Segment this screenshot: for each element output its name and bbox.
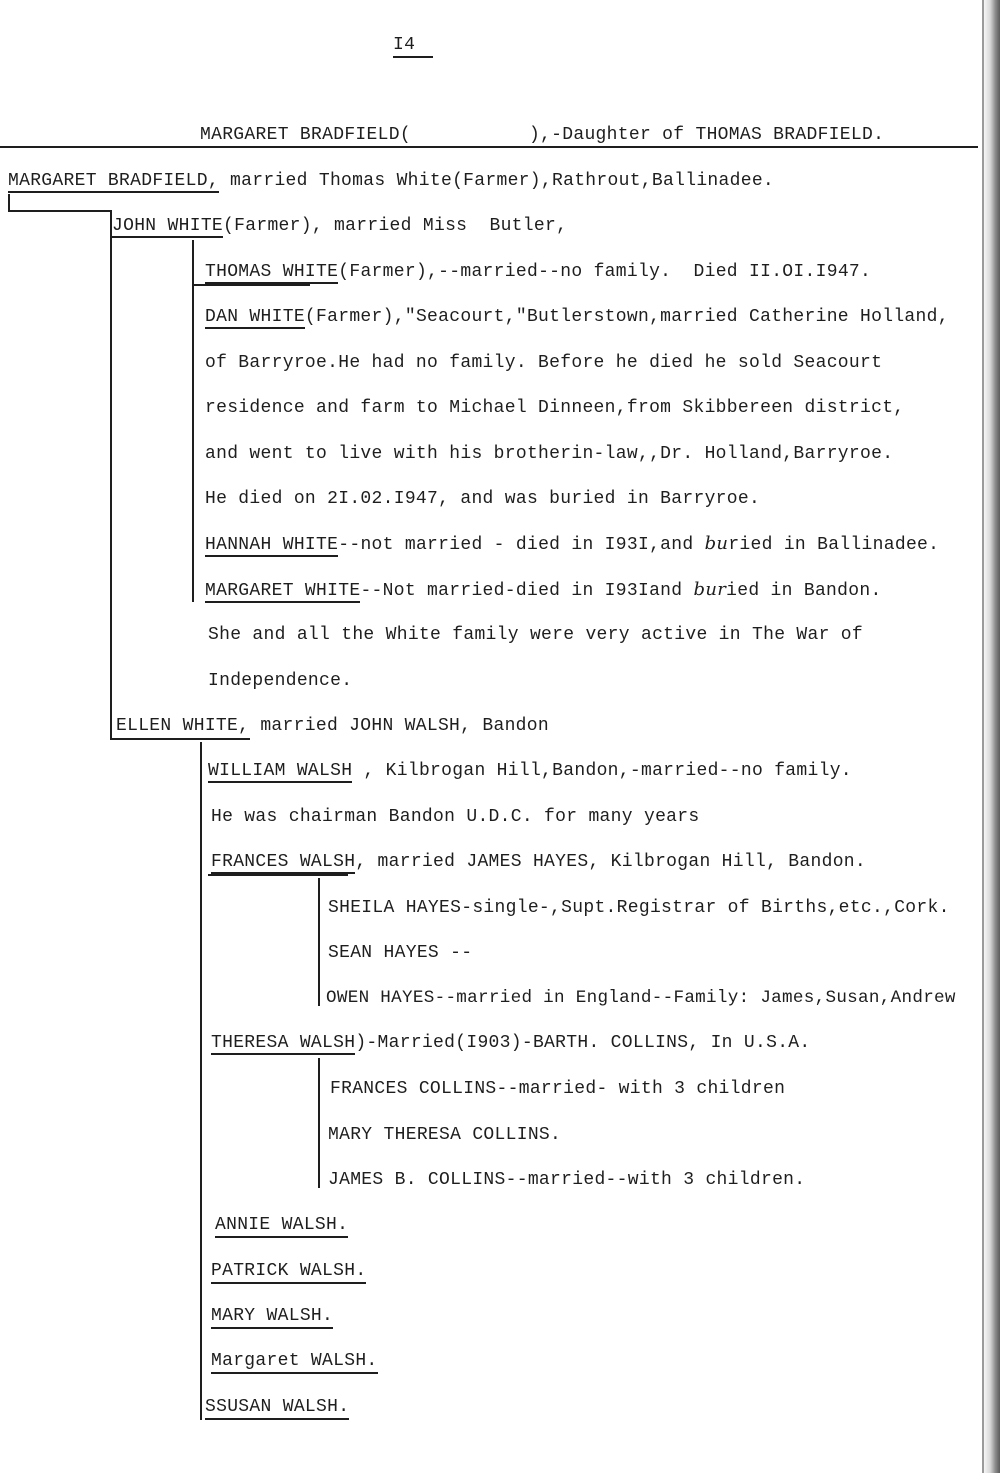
william-walsh-name: WILLIAM WALSH xyxy=(208,761,353,781)
frances-walsh-details: , married JAMES HAYES, Kilbrogan Hill, Bandon. xyxy=(355,852,867,872)
john-white-name: JOHN WHITE xyxy=(112,216,224,236)
theresa-walsh-branch-line xyxy=(318,1058,320,1188)
william-walsh-line: He was chairman Bandon U.D.C. for many years xyxy=(211,807,700,827)
dan-white-details: (Farmer),"Seacourt,"Butlerstown,married Catherine Holland, xyxy=(304,307,949,327)
margaret-white-name: MARGARET WHITE xyxy=(205,581,361,601)
collins-child: JAMES B. COLLINS--married--with 3 children. xyxy=(328,1170,806,1190)
john-white-details: (Farmer), married Miss Butler, xyxy=(223,216,568,236)
hannah-white-handwritten: bu xyxy=(704,533,729,554)
ellen-white-name: ELLEN WHITE xyxy=(116,716,239,736)
william-walsh-entry xyxy=(208,760,852,782)
ellen-white-link xyxy=(110,738,250,740)
heading-rule xyxy=(0,146,978,148)
walsh-child: MARY WALSH. xyxy=(211,1305,333,1329)
collins-child: MARY THERESA COLLINS. xyxy=(328,1125,562,1145)
dan-white-line: He died on 2I.02.I947, and was buried in Barryroe. xyxy=(205,489,761,509)
heading-relation: ),-Daughter of THOMAS BRADFIELD. xyxy=(528,125,885,145)
theresa-walsh-entry xyxy=(211,1032,811,1054)
root-branch-link xyxy=(8,210,112,212)
dan-white-line: of Barryroe.He had no family. Before he died he sold Seacourt xyxy=(205,353,883,373)
walsh-child: PATRICK WALSH. xyxy=(211,1260,366,1284)
walsh-child: Margaret WALSH. xyxy=(211,1350,378,1374)
page-heading xyxy=(200,124,884,146)
dan-white-line: and went to live with his brotherin-law,,Dr. Holland,Barryroe. xyxy=(205,444,894,464)
binding-edge-line xyxy=(982,0,984,1473)
margaret-white-line: She and all the White family were very active in The War of xyxy=(208,625,864,645)
hannah-white-details: --not married - died in I93I,and xyxy=(338,535,705,555)
heading-name: MARGARET BRADFIELD( xyxy=(200,125,411,145)
ellen-white-entry xyxy=(116,715,549,737)
collins-child: FRANCES COLLINS--married- with 3 children xyxy=(330,1079,786,1099)
thomas-white-entry xyxy=(205,261,871,283)
walsh-child: SSUSAN WALSH. xyxy=(205,1396,349,1420)
binding-edge-shadow xyxy=(982,0,1000,1473)
thomas-white-link xyxy=(192,284,310,286)
hayes-child: SEAN HAYES -- xyxy=(328,943,473,963)
john-white-entry xyxy=(112,215,567,237)
root-details: married Thomas White(Farmer),Rathrout,Ballinadee. xyxy=(218,171,775,191)
hayes-child: OWEN HAYES--married in England--Family: James,Susan,Andrew xyxy=(326,988,956,1008)
page-number: I4 xyxy=(393,34,433,58)
margaret-white-handwritten: bur xyxy=(693,579,727,600)
margaret-white-details-end: ied in Bandon. xyxy=(726,581,882,601)
hannah-white-entry xyxy=(205,533,939,556)
hannah-white-name: HANNAH WHITE xyxy=(205,535,339,555)
dan-white-line: residence and farm to Michael Dinneen,from Skibbereen district, xyxy=(205,398,905,418)
william-walsh-details: , Kilbrogan Hill,Bandon,-married--no family. xyxy=(352,761,852,781)
walsh-child: ANNIE WALSH. xyxy=(215,1214,348,1238)
hayes-child: SHEILA HAYES-single-,Supt.Registrar of Births,etc.,Cork. xyxy=(328,898,950,918)
theresa-walsh-name: THERESA WALSH xyxy=(211,1033,356,1053)
margaret-white-line: Independence. xyxy=(208,671,353,691)
root-name: MARGARET BRADFIELD, xyxy=(8,171,219,191)
root-branch-line xyxy=(110,210,112,740)
hannah-white-details-end: ried in Ballinadee. xyxy=(728,535,940,555)
margaret-white-details: --Not married-died in I93Iand xyxy=(360,581,694,601)
john-white-branch-line xyxy=(192,240,194,602)
dan-white-name: DAN WHITE xyxy=(205,307,305,327)
ellen-white-branch-line xyxy=(200,742,202,1420)
ellen-white-details: , married JOHN WALSH, Bandon xyxy=(238,716,549,736)
root-entry xyxy=(8,170,774,192)
frances-walsh-entry xyxy=(211,851,866,873)
dan-white-entry xyxy=(205,306,949,328)
frances-walsh-branch-line xyxy=(318,878,320,1006)
margaret-white-entry xyxy=(205,579,882,602)
frances-walsh-name: FRANCES WALSH xyxy=(211,852,356,872)
thomas-white-details: (Farmer),--married--no family. Died II.OI.I947. xyxy=(338,262,872,282)
thomas-white-name: THOMAS WHITE xyxy=(205,262,339,282)
frances-walsh-link xyxy=(208,874,348,876)
theresa-walsh-details: )-Married(I903)-BARTH. COLLINS, In U.S.A. xyxy=(355,1033,811,1053)
